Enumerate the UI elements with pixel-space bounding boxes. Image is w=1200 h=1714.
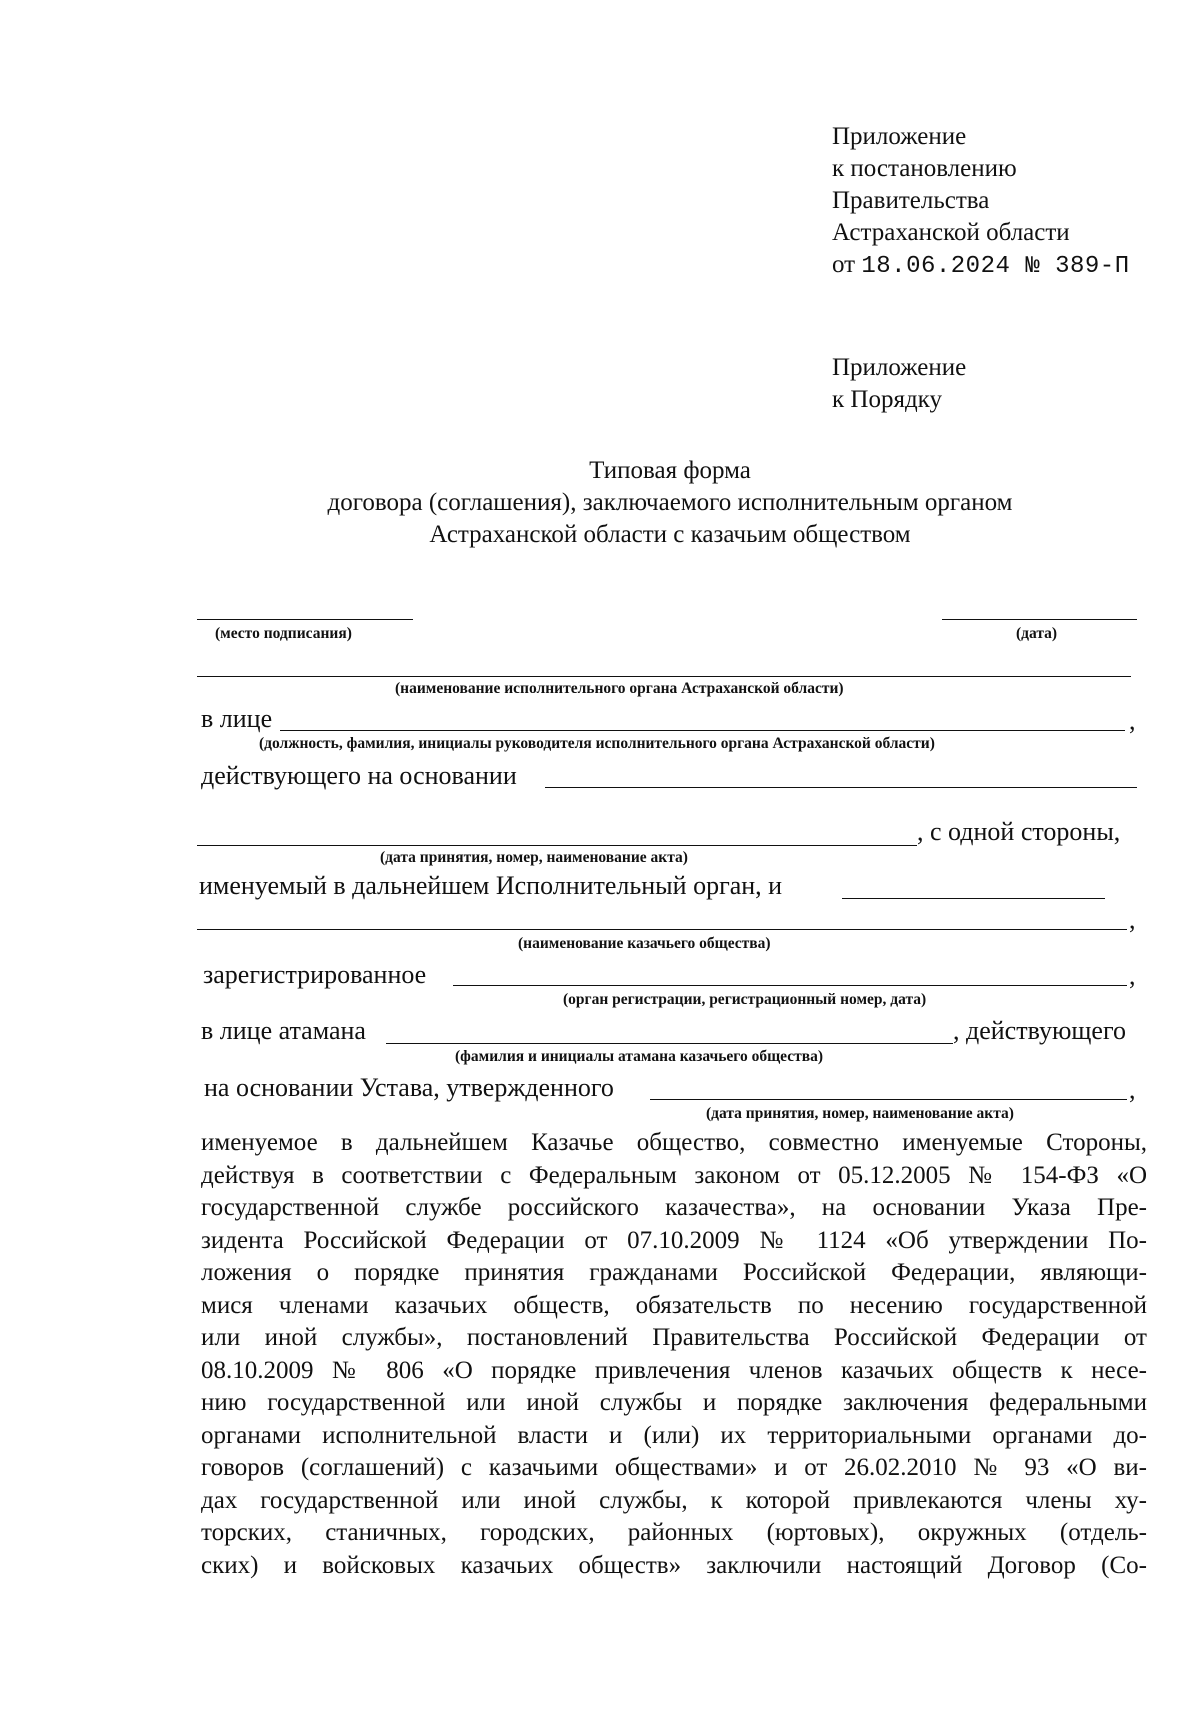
header-appendix-line: Приложение bbox=[832, 123, 967, 150]
date-caption: (дата) bbox=[1016, 625, 1058, 642]
title-line-2: договора (соглашения), заключаемого исполнительным органом bbox=[327, 489, 1013, 516]
named-executive-line bbox=[842, 898, 1105, 899]
in-person-line bbox=[280, 730, 1125, 731]
order-reference-line: к Порядку bbox=[832, 386, 942, 413]
title-line-1: Типовая форма bbox=[589, 457, 751, 484]
header-date-prefix: от bbox=[832, 251, 856, 278]
in-person-caption: (должность, фамилия, инициалы руководителя исполнительного органа Астраханской области) bbox=[259, 735, 935, 752]
header-date-number: 18.06.2024 № 389-П bbox=[861, 253, 1130, 280]
body-line: или иной службы», постановлений Правительства Российской Федерации от bbox=[201, 1324, 1147, 1351]
body-line: государственной службе российского казачества», на основании Указа Пре- bbox=[201, 1194, 1147, 1221]
cossack-society-caption: (наименование казачьего общества) bbox=[518, 935, 771, 952]
header-resolution-line: к постановлению bbox=[832, 155, 1017, 182]
body-paragraph bbox=[201, 1127, 1147, 1582]
body-line: действуя в соответствии с Федеральным законом от 05.12.2005 № 154-ФЗ «О bbox=[201, 1161, 1147, 1189]
comma-3: , bbox=[1129, 961, 1136, 990]
one-side-label: , с одной стороны, bbox=[917, 817, 1121, 846]
organ-name-caption: (наименование исполнительного органа Астраханской области) bbox=[395, 680, 844, 697]
place-signature-caption: (место подписания) bbox=[215, 625, 352, 642]
body-line: торских, станичных, городских, районных (юртовых), окружных (отдель- bbox=[201, 1519, 1147, 1546]
acting-label: , действующего bbox=[953, 1016, 1126, 1045]
charter-line bbox=[650, 1099, 1127, 1100]
body-line: нию государственной или иной службы и порядке заключения федеральными bbox=[201, 1389, 1147, 1416]
organ-name-line bbox=[197, 676, 1131, 677]
header-government-line: Правительства bbox=[832, 187, 990, 214]
acting-basis-label: действующего на основании bbox=[201, 761, 517, 790]
date-line bbox=[942, 619, 1137, 620]
body-line: мися членами казачьих обществ, обязательств по несению государственной bbox=[201, 1291, 1147, 1319]
body-line: 08.10.2009 № 806 «О порядке привлечения членов казачьих обществ к несе- bbox=[201, 1356, 1147, 1384]
order-appendix-line: Приложение bbox=[832, 354, 967, 381]
act-details-caption: (дата принятия, номер, наименование акта) bbox=[380, 849, 688, 866]
title-line-3: Астраханской области с казачьим обществом bbox=[429, 521, 911, 548]
comma-2: , bbox=[1129, 905, 1136, 934]
body-line: органами исполнительной власти и (или) их территориальными органами до- bbox=[201, 1421, 1147, 1449]
registered-line bbox=[453, 985, 1127, 986]
comma-1: , bbox=[1129, 706, 1136, 735]
acting-basis-line bbox=[545, 787, 1137, 788]
ataman-line bbox=[386, 1043, 953, 1044]
header-date-line bbox=[832, 249, 1130, 283]
document-title bbox=[180, 455, 1160, 551]
ataman-label: в лице атамана bbox=[201, 1016, 366, 1045]
named-executive-label: именуемый в дальнейшем Исполнительный орган, и bbox=[199, 871, 783, 900]
body-line: именуемое в дальнейшем Казачье общество, совместно именуемые Стороны, bbox=[201, 1129, 1147, 1156]
charter-caption: (дата принятия, номер, наименование акта) bbox=[706, 1105, 1014, 1122]
body-line: дах государственной или иной службы, к которой привлекаются члены ху- bbox=[201, 1486, 1147, 1514]
comma-4: , bbox=[1129, 1075, 1136, 1104]
body-line: зидента Российской Федерации от 07.10.2009 № 1124 «Об утверждении По- bbox=[201, 1226, 1147, 1254]
body-line: ских) и войсковых казачьих обществ» заключили настоящий Договор (Со- bbox=[201, 1551, 1147, 1579]
body-line: говоров (соглашений) с казачьими обществами» и от 26.02.2010 № 93 «О ви- bbox=[201, 1454, 1147, 1481]
cossack-society-line bbox=[197, 929, 1127, 930]
ataman-caption: (фамилия и инициалы атамана казачьего общества) bbox=[455, 1048, 824, 1065]
place-signature-line bbox=[197, 619, 413, 620]
header-appendix-block bbox=[832, 121, 1130, 283]
act-details-line bbox=[197, 845, 917, 846]
header-region-line: Астраханской области bbox=[832, 219, 1070, 246]
in-person-label: в лице bbox=[201, 704, 273, 733]
body-line: ложения о порядке принятия гражданами Российской Федерации, являющи- bbox=[201, 1259, 1147, 1286]
registered-label: зарегистрированное bbox=[203, 960, 427, 989]
registration-caption: (орган регистрации, регистрационный номер, дата) bbox=[563, 991, 927, 1008]
header-order-block bbox=[832, 352, 966, 416]
charter-label: на основании Устава, утвержденного bbox=[204, 1073, 614, 1102]
